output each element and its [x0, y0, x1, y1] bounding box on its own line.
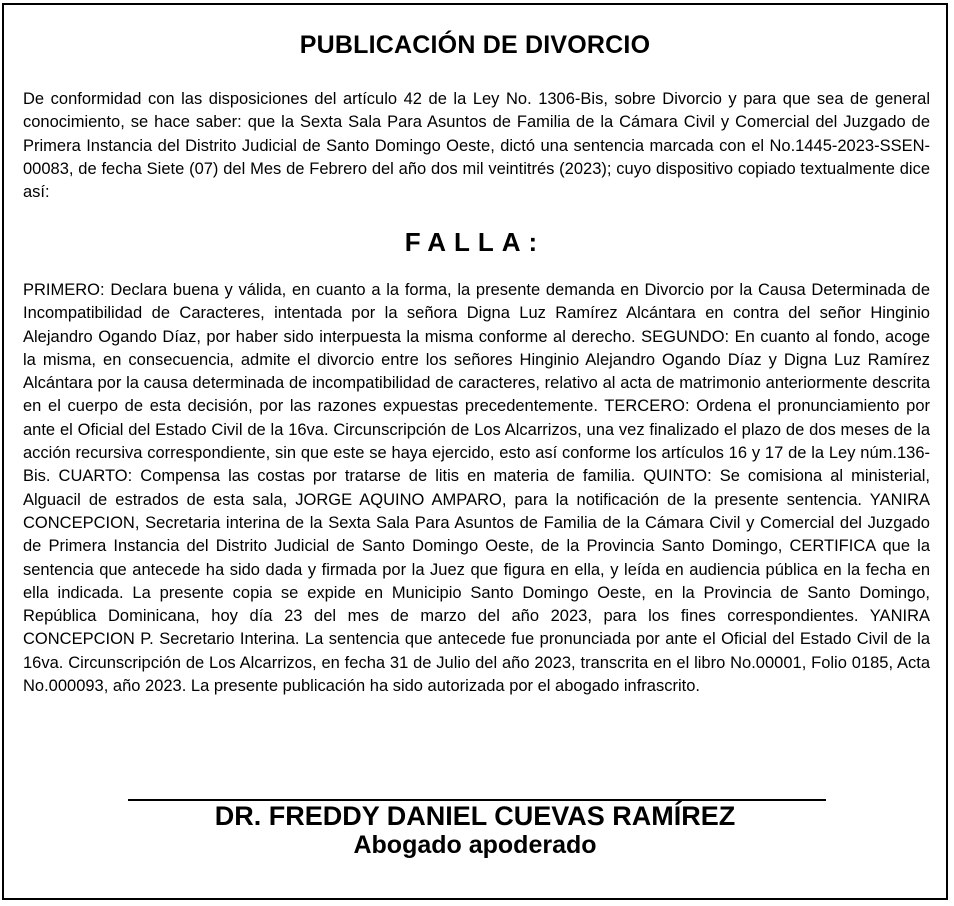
signatory-role: Abogado apoderado	[353, 831, 597, 859]
intro-paragraph: De conformidad con las disposiciones del artículo 42 de la Ley No. 1306-Bis, sobre Divorcio y para que sea de general conocimiento, se hace saber: que la Sexta Sala Para Asuntos de Familia de la Cámara Civil y Comercial del Juzgado de Primera Instancia del Distrito Judicial de Santo Domingo Oeste, dictó una sentencia marcada con el No.1445-2023-SSEN-00083, de fecha Siete (07) del Mes de Febrero del año dos mil veintitrés (2023); cuyo dispositivo copiado textualmente dice así:	[23, 90, 930, 202]
falla-heading: FALLA:	[404, 227, 546, 257]
ruling-paragraph: PRIMERO: Declara buena y válida, en cuanto a la forma, la presente demanda en Divorcio por la Causa Determinada de Incompatibilidad de Caracteres, intentada por la señora Digna Luz Ramírez Alcántara en contra del señor Hinginio Alejandro Ogando Díaz, por haber sido interpuesta la misma conforme al derecho. SEGUNDO: En cuanto al fondo, acoge la misma, en consecuencia, admite el divorcio entre los señores Hinginio Alejandro Ogando Díaz y Digna Luz Ramírez Alcántara por la causa determinada de incompatibilidad de caracteres, relativo al acta de matrimonio anteriormente descrita en el cuerpo de esta decisión, por las razones expuestas precedentemente. TERCERO: Ordena el pronunciamiento por ante el Oficial del Estado Civil de la 16va. Circunscripción de Los Alcarrizos, una vez finalizado el plazo de dos meses de la acción recursiva correspondiente, sin que este se haya ejercido, esto así conforme los artículos 16 y 17 de la Ley núm.136-Bis. CUARTO: Compensa las costas por tratarse de litis en materia de familia. QUINTO: Se comisiona al ministerial, Alguacil de estrados de esta sala, JORGE AQUINO AMPARO, para la notificación de la presente sentencia. YANIRA CONCEPCION, Secretaria interina de la Sexta Sala Para Asuntos de Familia de la Cámara Civil y Comercial del Juzgado de Primera Instancia del Distrito Judicial de Santo Domingo Oeste, de la Provincia Santo Domingo, CERTIFICA que la sentencia que antecede ha sido dada y firmada por la Juez que figura en ella, y leída en audiencia pública en la fecha en ella indicada. La presente copia se expide en Municipio Santo Domingo Oeste, en la Provincia de Santo Domingo, República Dominicana, hoy día 23 del mes de marzo del año 2023, para los fines correspondientes. YANIRA CONCEPCION P. Secretario Interina. La sentencia que antecede fue pronunciada por ante el Oficial del Estado Civil de la 16va. Circunscripción de Los Alcarrizos, en fecha 31 de Julio del año 2023, transcrita en el libro No.00001, Folio 0185, Acta No.000093, año 2023. La presente publicación ha sido autorizada por el abogado infrascrito.	[23, 281, 930, 696]
signatory-name: DR. FREDDY DANIEL CUEVAS RAMÍREZ	[214, 801, 736, 831]
notice-frame	[2, 3, 948, 900]
notice-title: PUBLICACIÓN DE DIVORCIO	[299, 31, 651, 59]
